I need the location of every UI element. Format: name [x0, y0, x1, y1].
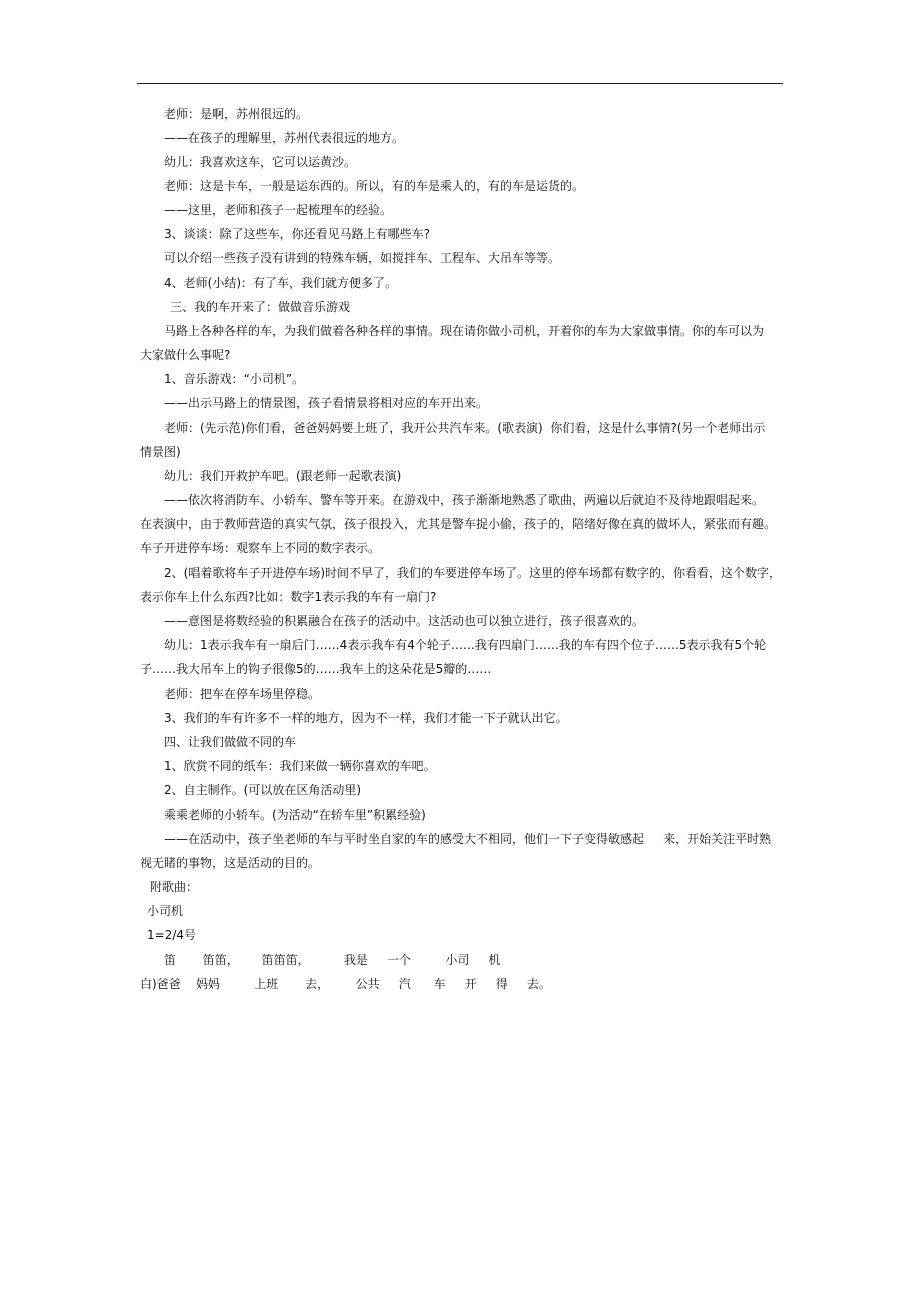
header-rule [137, 83, 783, 84]
text-line: ——在活动中，孩子坐老师的车与平时坐自家的车的感受大不相同，他们一下子变得敏感起 来，开始关注平时熟 [164, 832, 772, 846]
text-line: 笛 笛笛， 笛笛笛， 我是 一个 小司 机 [164, 953, 501, 967]
text-line: 老师：是啊，苏州很远的。 [164, 107, 309, 121]
text-line: ——在孩子的理解里，苏州代表很远的地方。 [164, 131, 405, 145]
text-line: 4、老师(小结)：有了车，我们就方便多了。 [164, 276, 397, 290]
text-line: 老师：(先示范)你们看，爸爸妈妈要上班了，我开公共汽车来。(歌表演) 你们看，这是什么事情?(另一个老师出示 [164, 421, 766, 435]
text-line: 附歌曲： [150, 880, 199, 894]
text-line: 白)爸爸 妈妈 上班 去， 公共 汽 车 开 得 去。 [140, 977, 551, 991]
text-line: 1、欣赏不同的纸车：我们来做一辆你喜欢的车吧。 [164, 759, 436, 773]
text-line: 3、谈谈：除了这些车，你还看见马路上有哪些车? [164, 227, 431, 241]
text-line: 1、音乐游戏：“小司机”。 [164, 372, 305, 386]
text-line: 在表演中，由于教师营造的真实气氛，孩子很投入，尤其是警车捉小偷，孩子的，陪绪好像在真的做坏人，紧张而有趣。 [140, 517, 777, 531]
text-line: 子……我大吊车上的钩子很像5的……我车上的这朵花是5瓣的…… [140, 662, 492, 676]
text-line: 四、让我们做做不同的车 [164, 735, 297, 749]
text-line: 表示你车上什么东西?比如：数字1表示我的车有一扇门? [140, 590, 437, 604]
text-line: 老师：这是卡车，一般是运东西的。所以，有的车是乘人的，有的车是运货的。 [164, 179, 585, 193]
text-line: 乘乘老师的小轿车。(为活动“在轿车里”积累经验) [164, 808, 426, 822]
text-line: 可以介绍一些孩子没有讲到的特殊车辆，如搅拌车、工程车、大吊车等等。 [164, 251, 561, 265]
text-line: 小司机 [147, 904, 184, 918]
text-line: 幼儿：我们开救护车吧。(跟老师一起歌表演) [164, 469, 402, 483]
text-line: 老师：把车在停车场里停稳。 [164, 687, 321, 701]
text-line: 幼儿：1表示我车有一扇后门……4表示我车有4个轮子……我有四扇门……我的车有四个位子……5表示我有5个轮 [164, 638, 767, 652]
text-line: 三、我的车开来了：做做音乐游戏 [170, 300, 351, 314]
text-line: 1=2/4号 [147, 928, 197, 942]
text-line: 马路上各种各样的车，为我们做着各种各样的事情。现在请你做小司机，开着你的车为大家做事情。你的车可以为 [164, 324, 765, 338]
text-line: ——这里，老师和孩子一起梳理车的经验。 [164, 203, 393, 217]
text-line: 大家做什么事呢? [140, 348, 231, 362]
text-line: 2、(唱着歌将车子开进停车场)时间不早了，我们的车要进停车场了。这里的停车场都有数字的，你看看，这个数字， [164, 566, 782, 580]
text-line: ——意图是将数经验的积累融合在孩子的活动中。这活动也可以独立进行，孩子很喜欢的。 [164, 614, 645, 628]
text-line: 视无睹的事物，这是活动的目的。 [140, 856, 321, 870]
text-line: 情景图) [140, 445, 181, 459]
text-line: ——出示马路上的情景图，孩子看情景将相对应的车开出来。 [164, 396, 489, 410]
text-line: 幼儿：我喜欢这车，它可以运黄沙。 [164, 155, 357, 169]
text-line: ——依次将消防车、小轿车、警车等开来。在游戏中，孩子渐渐地熟悉了歌曲，两遍以后就迫不及待地跟唱起来。 [164, 493, 765, 507]
text-line: 3、我们的车有许多不一样的地方，因为不一样，我们才能一下子就认出它。 [164, 711, 568, 725]
text-line: 车子开进停车场：观察车上不同的数字表示。 [140, 541, 381, 555]
text-line: 2、自主制作。(可以放在区角活动里) [164, 783, 361, 797]
